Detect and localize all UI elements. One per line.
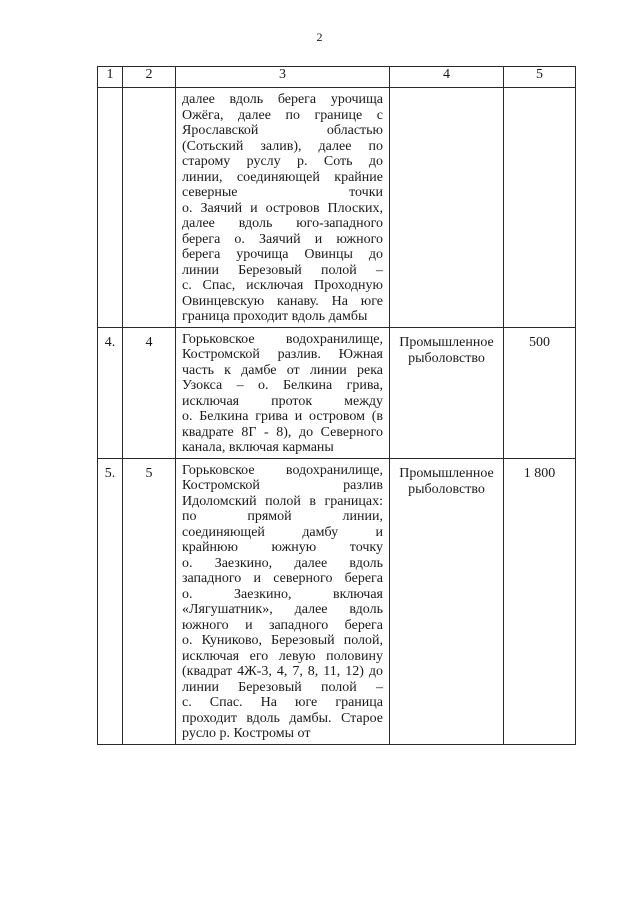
area-size-cell: 500 [504, 327, 576, 458]
text-line: линии, соединяющей крайние [182, 169, 383, 185]
area-number-cell [123, 88, 176, 328]
text-line: Узокса – о. Белкина грива, [182, 378, 383, 393]
area-description-cell [176, 88, 390, 328]
text-line: западного и северного берега [182, 571, 383, 586]
page-number: 2 [316, 30, 323, 44]
text-line: далее вдоль берега урочища [182, 92, 383, 107]
text-line: Ожёга, далее по границе с [182, 107, 383, 123]
text-line: берега о. Заячий и южного [182, 231, 383, 247]
table-row [98, 88, 576, 328]
text-line: о. Заезкино, далее вдоль [182, 555, 383, 571]
text-line: Костромской разлив [182, 478, 383, 493]
text-line: о. Заячий и островов Плоских, [182, 200, 383, 216]
text-line: по прямой линии, [182, 509, 383, 524]
text-line: Костромской разлив. Южная [182, 347, 383, 362]
column-header: 2 [123, 67, 176, 88]
text-line: рыболовство [408, 350, 485, 366]
column-header: 4 [390, 67, 504, 88]
text-line: соединяющей дамбу и [182, 524, 383, 540]
text-line: Промышленное [399, 334, 494, 350]
text-line: о. Белкина грива и островом (в [182, 409, 383, 424]
text-line: Горьковское водохранилище, [182, 331, 383, 347]
area-description-cell [176, 458, 390, 744]
table-row [98, 458, 576, 744]
text-line: (квадрат 4Ж-3, 4, 7, 8, 11, 12) до [182, 664, 383, 679]
row-number-cell: 5. [98, 458, 123, 744]
text-line: рыболовство [408, 481, 485, 497]
text-line: линии Березовый полой – [182, 679, 383, 695]
text-line: берега урочища Овинцы до [182, 247, 383, 262]
text-line: квадрате 8Г - 8), до Северного [182, 424, 383, 440]
text-line: проходит вдоль дамбы. Старое [182, 710, 383, 726]
column-header: 5 [504, 67, 576, 88]
area-number-cell: 4 [123, 327, 176, 458]
text-line: о. Куниково, Березовый полой, [182, 633, 383, 648]
text-line: Идоломский полой в границах: [182, 493, 383, 509]
text-line: северные точки [182, 185, 383, 200]
text-line: южного и западного берега [182, 617, 383, 633]
text-line: Горьковское водохранилище, [182, 462, 383, 478]
text-line: Овинцевскую канаву. На юге [182, 293, 383, 309]
text-line: исключая его левую половину [182, 648, 383, 664]
text-line: исключая проток между [182, 393, 383, 409]
text-line: о. Заезкино, включая [182, 586, 383, 602]
text-line: с. Спас. На юге граница [182, 695, 383, 710]
text-line: «Лягушатник», далее вдоль [182, 602, 383, 617]
text-line: канала, включая карманы [182, 440, 334, 455]
table-header-row [98, 67, 576, 88]
text-line: часть к дамбе от линии река [182, 362, 383, 378]
fishing-areas-table [97, 66, 576, 745]
text-line: крайнюю южную точку [182, 540, 383, 555]
column-header: 1 [98, 67, 123, 88]
area-size-cell: 1 800 [504, 458, 576, 744]
row-number-cell: 4. [98, 327, 123, 458]
text-line: (Сотьский залив), далее по [182, 138, 383, 154]
text-line: Промышленное [399, 465, 494, 481]
column-header: 3 [176, 67, 390, 88]
text-line: Ярославской областью [182, 123, 383, 138]
area-number-cell: 5 [123, 458, 176, 744]
area-size-cell [504, 88, 576, 328]
table-row [98, 327, 576, 458]
fishing-type-cell [390, 327, 504, 458]
area-description-cell [176, 327, 390, 458]
text-line: далее вдоль юго-западного [182, 216, 383, 231]
text-line: линии Березовый полой – [182, 262, 383, 278]
text-line: старому руслу р. Соть до [182, 154, 383, 169]
text-line: русло р. Костромы от [182, 726, 311, 741]
text-line: граница проходит вдоль дамбы [182, 309, 368, 324]
row-number-cell [98, 88, 123, 328]
text-line: с. Спас, исключая Проходную [182, 278, 383, 293]
fishing-type-cell [390, 458, 504, 744]
fishing-type-cell [390, 88, 504, 328]
